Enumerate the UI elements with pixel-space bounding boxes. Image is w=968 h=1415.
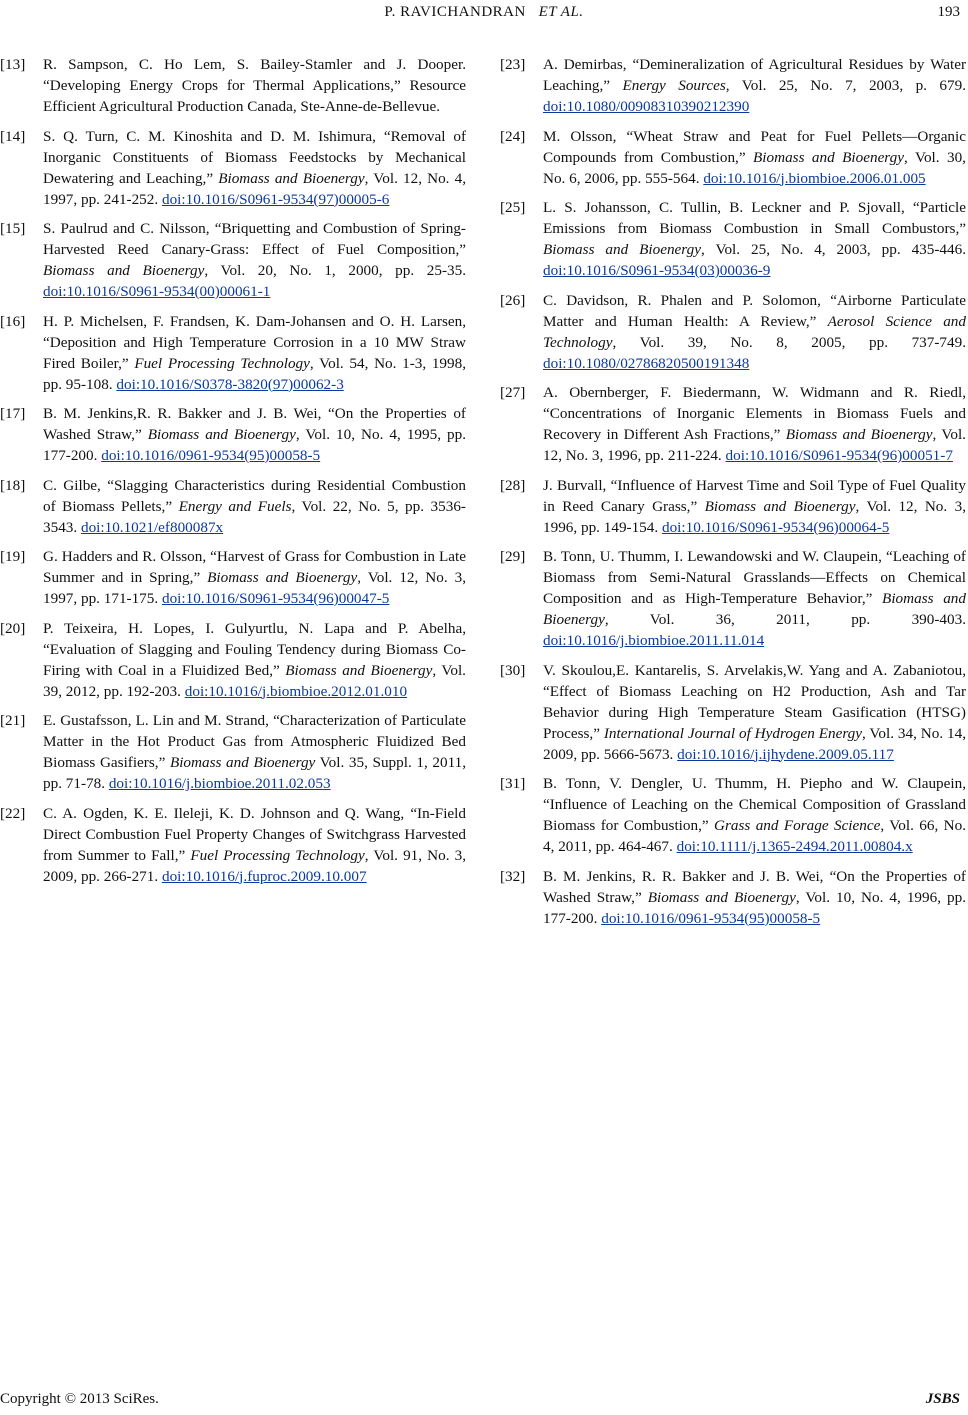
reference-number: [25] bbox=[500, 199, 526, 216]
reference-entry bbox=[0, 710, 466, 794]
reference-text: L. S. Johansson, C. Tullin, B. Leckner and P. Sjovall, “Particle Emissions from Biomass Combustion in Small Combustors,” bbox=[543, 199, 966, 237]
reference-entry bbox=[0, 126, 466, 210]
journal-title: Biomass and Bioenergy bbox=[647, 888, 796, 906]
doi-link[interactable]: doi:10.1016/S0961-9534(97)00005-6 bbox=[161, 190, 390, 208]
reference-text: B. Tonn, U. Thumm, I. Lewandowski and W. Claupein, “Leaching of Biomass from Semi-Natural Grasslands—Effects on Chemical Composition and as High-Temperature Behavior,” bbox=[543, 548, 966, 607]
journal-title: Energy and Fuels bbox=[178, 497, 292, 515]
reference-text: , Vol. 34, No. 14, 2009, pp. 5666-5673. bbox=[543, 724, 966, 763]
reference-text: B. M. Jenkins,R. R. Bakker and J. B. Wei, “On the Properties of Washed Straw,” bbox=[43, 405, 466, 443]
reference-text: C. A. Ogden, K. E. Ileleji, K. D. Johnson and Q. Wang, “In-Field Direct Combustion Fuel Property Changes of Switchgrass Harvested from Summer to Fall,” bbox=[43, 804, 466, 864]
reference-entry bbox=[500, 546, 966, 651]
reference-entry bbox=[0, 311, 466, 395]
doi-link[interactable]: doi:10.1016/S0961-9534(00)00061-1 bbox=[43, 283, 271, 300]
reference-number: [21] bbox=[0, 712, 26, 729]
references-left-column bbox=[0, 54, 466, 895]
reference-text: H. P. Michelsen, F. Frandsen, K. Dam-Johansen and O. H. Larsen, “Deposition and High Temperature Corrosion in a 10 MW Straw Fired Boiler,” bbox=[43, 312, 466, 372]
reference-entry bbox=[500, 197, 966, 281]
reference-text: J. Burvall, “Influence of Harvest Time and Soil Type of Fuel Quality in Reed Canary Grass,” bbox=[543, 476, 966, 515]
reference-entry bbox=[500, 475, 966, 538]
copyright-notice: Copyright © 2013 SciRes. bbox=[0, 1391, 159, 1407]
reference-number: [22] bbox=[0, 804, 26, 822]
journal-title: Biomass and Bioenergy bbox=[704, 497, 856, 515]
journal-title: Biomass and Bioenergy bbox=[207, 569, 358, 586]
reference-text: C. Davidson, R. Phalen and P. Solomon, “Airborne Particulate Matter and Human Health: A Review,” bbox=[543, 291, 966, 330]
reference-entry bbox=[0, 618, 466, 702]
journal-title: Biomass and Bioenergy bbox=[785, 426, 933, 443]
reference-text: , Vol. 91, No. 3, 2009, pp. 266-271. bbox=[43, 846, 466, 885]
running-head bbox=[0, 4, 968, 21]
reference-entry bbox=[0, 475, 466, 538]
doi-link[interactable]: doi:10.1016/j.ijhydene.2009.05.117 bbox=[677, 745, 894, 763]
reference-text: B. M. Jenkins, R. R. Bakker and J. B. Wei, “On the Properties of Washed Straw,” bbox=[543, 867, 966, 906]
reference-entry bbox=[0, 546, 466, 609]
doi-link[interactable]: doi:10.1016/0961-9534(95)00058-5 bbox=[601, 909, 821, 927]
reference-text: , Vol. 10, No. 4, 1996, pp. 177-200. bbox=[543, 888, 966, 927]
journal-title: Biomass and Bioenergy bbox=[543, 241, 701, 258]
reference-text: , Vol. 10, No. 4, 1995, pp. 177-200. bbox=[43, 426, 466, 464]
doi-link[interactable]: doi:10.1111/j.1365-2494.2011.00804.x bbox=[676, 838, 913, 855]
journal-title: Biomass and Bioenergy bbox=[43, 262, 205, 279]
reference-number: [14] bbox=[0, 127, 26, 145]
reference-text: S. Q. Turn, C. M. Kinoshita and D. M. Ishimura, “Removal of Inorganic Constituents of Biomass Feedstocks by Mechanical Dewatering and Leaching,” bbox=[43, 127, 466, 187]
reference-entry bbox=[0, 403, 466, 466]
page-header bbox=[0, 4, 968, 26]
reference-entry bbox=[0, 54, 466, 117]
reference-text: Vol. 35, Suppl. 1, 2011, pp. 71-78. bbox=[43, 754, 466, 792]
journal-title: Biomass and Bioenergy bbox=[285, 661, 433, 679]
journal-title: Biomass and Bioenergy bbox=[147, 426, 296, 443]
reference-text: E. Gustafsson, L. Lin and M. Strand, “Characterization of Particulate Matter in the Hot Product Gas from Atmospheric Fluidized Bed Biomass Gasifiers,” bbox=[43, 712, 466, 771]
reference-text: S. Paulrud and C. Nilsson, “Briquetting and Combustion of Spring-Harvested Reed Canary-Grass: Effect of Fuel Composition,” bbox=[43, 220, 466, 258]
running-head-et-al: ET AL. bbox=[538, 4, 584, 20]
reference-number: [13] bbox=[0, 56, 26, 73]
reference-number: [24] bbox=[500, 127, 526, 145]
reference-number: [16] bbox=[0, 312, 26, 330]
doi-link[interactable]: doi:10.1016/j.biombioe.2011.02.053 bbox=[108, 775, 331, 792]
doi-link[interactable]: doi:10.1016/0961-9534(95)00058-5 bbox=[101, 447, 321, 464]
reference-number: [29] bbox=[500, 548, 526, 565]
reference-text: G. Hadders and R. Olsson, “Harvest of Grass for Combustion in Late Summer and in Spring,” bbox=[43, 548, 466, 586]
page-footer bbox=[0, 1391, 968, 1415]
reference-text: , Vol. 39, 2012, pp. 192-203. bbox=[43, 661, 466, 700]
reference-number: [20] bbox=[0, 619, 26, 637]
reference-text: , Vol. 12, No. 3, 1996, pp. 149-154. bbox=[543, 497, 966, 536]
reference-entry bbox=[500, 866, 966, 929]
reference-text: , Vol. 30, No. 6, 2006, pp. 555-564. bbox=[543, 148, 966, 187]
reference-text: , Vol. 12, No. 3, 1996, pp. 211-224. bbox=[543, 426, 966, 464]
doi-link[interactable]: doi:10.1016/S0961-9534(03)00036-9 bbox=[543, 262, 771, 279]
reference-number: [32] bbox=[500, 867, 526, 885]
doi-link[interactable]: doi:10.1016/S0961-9534(96)00051-7 bbox=[725, 447, 953, 464]
reference-text: , Vol. 22, No. 5, pp. 3536-3543. bbox=[43, 497, 466, 536]
journal-title: Fuel Processing Technology bbox=[134, 354, 310, 372]
doi-link[interactable]: doi:10.1016/j.biombioe.2012.01.010 bbox=[184, 682, 408, 700]
reference-text: A. Obernberger, F. Biedermann, W. Widmann and R. Riedl, “Concentrations of Inorganic Elements in Biomass Fuels and Recovery in Different Ash Fractions,” bbox=[543, 384, 966, 443]
doi-link[interactable]: doi:10.1016/S0961-9534(96)00047-5 bbox=[161, 590, 390, 607]
journal-title: Energy Sources bbox=[622, 77, 726, 94]
page-number: 193 bbox=[937, 4, 960, 20]
journal-title: Aerosol Science and Technology bbox=[543, 312, 966, 351]
reference-number: [26] bbox=[500, 291, 526, 309]
reference-text: , Vol. 66, No. 4, 2011, pp. 464-467. bbox=[543, 817, 967, 855]
reference-number: [30] bbox=[500, 661, 526, 679]
reference-entry bbox=[500, 382, 966, 466]
reference-text: , Vol. 54, No. 1-3, 1998, pp. 95-108. bbox=[43, 354, 466, 393]
doi-link[interactable]: doi:10.1080/02786820500191348 bbox=[543, 354, 750, 372]
reference-number: [15] bbox=[0, 220, 26, 237]
reference-text: , Vol. 20, No. 1, 2000, pp. 25-35. bbox=[204, 262, 466, 279]
journal-title: Fuel Processing Technology bbox=[190, 846, 365, 864]
reference-number: [27] bbox=[500, 384, 526, 401]
doi-link[interactable]: doi:10.1016/j.biombioe.2006.01.005 bbox=[703, 169, 926, 187]
references-right-column bbox=[500, 54, 966, 937]
running-head-authors: P. RAVICHANDRAN bbox=[384, 4, 526, 20]
journal-title: Grass and Forage Science bbox=[714, 817, 881, 834]
doi-link[interactable]: doi:10.1016/j.fuproc.2009.10.007 bbox=[161, 867, 367, 885]
doi-link[interactable]: doi:10.1016/j.biombioe.2011.11.014 bbox=[543, 632, 765, 649]
reference-text: , Vol. 36, 2011, pp. 390-403. bbox=[604, 611, 966, 628]
doi-link[interactable]: doi:10.1080/00908310390212390 bbox=[543, 98, 750, 115]
reference-text: R. Sampson, C. Ho Lem, S. Bailey-Stamler and J. Dooper. “Developing Energy Crops for Thermal Applications,” Resource Efficient Agricultural Production Canada, Ste-Anne-de-Bellevue. bbox=[43, 56, 466, 115]
journal-title: Biomass and Bioenergy bbox=[543, 590, 966, 628]
doi-link[interactable]: doi:10.1016/S0378-3820(97)00062-3 bbox=[116, 375, 344, 393]
reference-text: C. Gilbe, “Slagging Characteristics during Residential Combustion of Biomass Pellets,” bbox=[43, 476, 466, 515]
reference-text: V. Skoulou,E. Kantarelis, S. Arvelakis,W. Yang and A. Zabaniotou, “Effect of Biomass Leaching on H2 Production, Ash and Tar Behavior during High Temperature Steam Gasification (HTSG) Process,” bbox=[543, 661, 966, 742]
reference-text: M. Olsson, “Wheat Straw and Peat for Fuel Pellets—Organic Compounds from Combustion,” bbox=[543, 127, 966, 166]
reference-text: A. Demirbas, “Demineralization of Agricultural Residues by Water Leaching,” bbox=[543, 56, 966, 94]
reference-entry bbox=[0, 803, 466, 887]
journal-title: International Journal of Hydrogen Energy bbox=[603, 724, 863, 742]
reference-number: [19] bbox=[0, 548, 26, 565]
reference-text: P. Teixeira, H. Lopes, I. Gulyurtlu, N. Lapa and P. Abelha, “Evaluation of Slagging and Fouling Tendency during Biomass Co-Firing with Coal in a Fluidized Bed,” bbox=[43, 619, 466, 679]
reference-entry bbox=[0, 218, 466, 302]
reference-text: , Vol. 25, No. 4, 2003, pp. 435-446. bbox=[700, 241, 966, 258]
reference-text: , Vol. 25, No. 7, 2003, p. 679. bbox=[725, 77, 966, 94]
reference-text: , Vol. 12, No. 4, 1997, pp. 241-252. bbox=[43, 169, 467, 208]
doi-link[interactable]: doi:10.1016/S0961-9534(96)00064-5 bbox=[661, 518, 890, 536]
journal-title: Biomass and Bioenergy bbox=[218, 169, 365, 187]
reference-entry bbox=[500, 773, 966, 857]
reference-text: B. Tonn, V. Dengler, U. Thumm, H. Piepho and W. Claupein, “Influence of Leaching on the Chemical Composition of Grassland Biomass for Combustion,” bbox=[543, 775, 966, 834]
reference-entry bbox=[500, 660, 966, 765]
reference-entry bbox=[500, 126, 966, 189]
journal-title: Biomass and Bioenergy bbox=[169, 754, 316, 771]
reference-number: [28] bbox=[500, 476, 526, 494]
reference-text: , Vol. 12, No. 3, 1997, pp. 171-175. bbox=[43, 569, 466, 607]
journal-title: Biomass and Bioenergy bbox=[753, 148, 904, 166]
doi-link[interactable]: doi:10.1021/ef800087x bbox=[80, 518, 224, 536]
reference-number: [23] bbox=[500, 56, 526, 73]
reference-entry bbox=[500, 290, 966, 374]
reference-text: , Vol. 39, No. 8, 2005, pp. 737-749. bbox=[612, 333, 966, 351]
reference-number: [17] bbox=[0, 405, 26, 422]
reference-number: [31] bbox=[500, 775, 526, 792]
reference-entry bbox=[500, 54, 966, 117]
reference-number: [18] bbox=[0, 476, 26, 494]
journal-abbreviation: JSBS bbox=[925, 1391, 960, 1407]
